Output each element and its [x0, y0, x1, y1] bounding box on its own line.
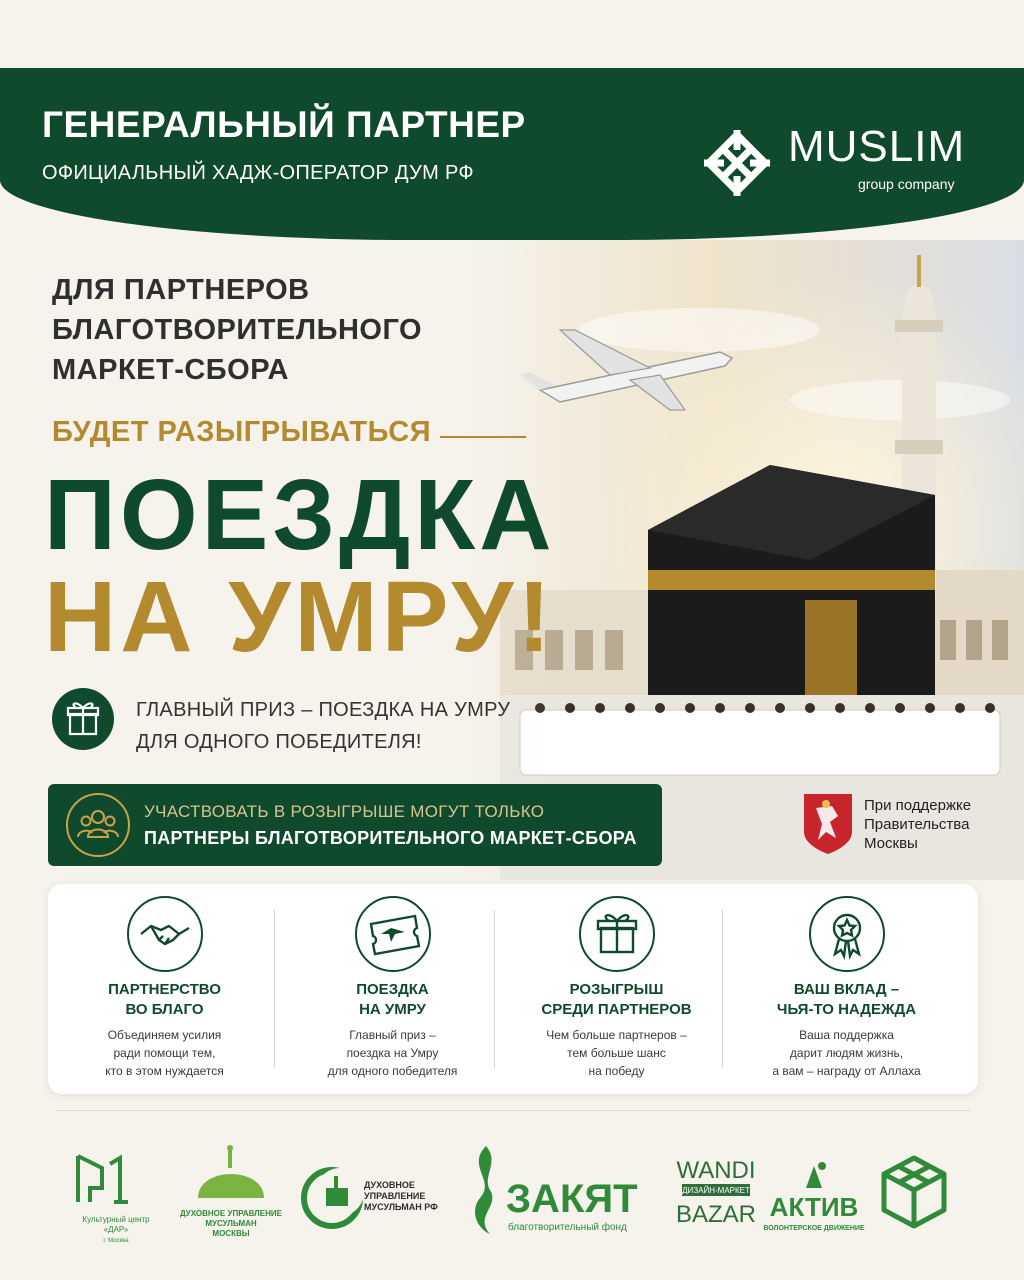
- feature-desc-line: на победу: [588, 1064, 645, 1078]
- feature-desc-line: поездка на Умру: [346, 1046, 439, 1060]
- zakyat-name: ЗАКЯТ: [506, 1177, 638, 1221]
- feature-desc-line: Объединяем усилия: [107, 1028, 222, 1042]
- feature-desc-line: Чем больше партнеров –: [546, 1028, 687, 1042]
- aktiv-tag: ВОЛОНТЕРСКОЕ ДВИЖЕНИЕ: [763, 1225, 865, 1232]
- headline-line-1: ПОЕЗДКА: [44, 459, 556, 571]
- support-text: [864, 796, 971, 853]
- banner-line-2: ПАРТНЕРЫ БЛАГОТВОРИТЕЛЬНОГО МАРКЕТ-СБОРА: [144, 828, 637, 848]
- divider-line: [440, 436, 526, 438]
- zakyat-fund-logo: [456, 1136, 650, 1246]
- support-line: Москвы: [864, 835, 918, 852]
- dum-moscow-line: МОСКВЫ: [212, 1229, 250, 1238]
- features-card: [48, 884, 978, 1094]
- ticket-icon: [355, 896, 431, 972]
- footer-divider: [56, 1110, 970, 1111]
- support-line: Правительства: [864, 816, 970, 833]
- wandi-middle: ДИЗАЙН-МАРКЕТ: [682, 1186, 750, 1195]
- intro-text: [52, 270, 422, 390]
- dar-line: Культурный центр: [82, 1215, 150, 1224]
- feature-title: [52, 980, 277, 1020]
- draw-label: БУДЕТ РАЗЫГРЫВАТЬСЯ: [52, 416, 432, 448]
- gift-icon: [579, 896, 655, 972]
- cube-logo-icon: [876, 1136, 952, 1246]
- feature-desc: [280, 1026, 505, 1080]
- header-subtitle: ОФИЦИАЛЬНЫЙ ХАДЖ-ОПЕРАТОР ДУМ РФ: [42, 162, 474, 184]
- moscow-coat-of-arms-icon: [802, 792, 854, 856]
- dum-rf-line: УПРАВЛЕНИЕ: [364, 1191, 426, 1201]
- feature-title-line: НА УМРУ: [359, 1001, 426, 1018]
- feature-title: [280, 980, 505, 1020]
- banner-line-1: УЧАСТВОВАТЬ В РОЗЫГРЫШЕ МОГУТ ТОЛЬКО: [144, 802, 545, 821]
- participation-banner: [48, 784, 662, 866]
- logo-tagline: group company: [858, 176, 955, 192]
- muslim-logo-icon: [694, 120, 780, 206]
- prize-line: ГЛАВНЫЙ ПРИЗ – ПОЕЗДКА НА УМРУ: [136, 699, 511, 721]
- feature-title-line: ПОЕЗДКА: [356, 981, 429, 998]
- feature-title-line: СРЕДИ ПАРТНЕРОВ: [541, 1001, 692, 1018]
- feature-title-line: ВАШ ВКЛАД –: [793, 981, 900, 998]
- feature-title: [504, 980, 729, 1020]
- wandi-top: WANDI: [676, 1157, 756, 1184]
- feature-desc-line: тем больше шанс: [567, 1046, 666, 1060]
- intro-line: БЛАГОТВОРИТЕЛЬНОГО: [52, 314, 423, 346]
- dar-line: г. Москва: [103, 1238, 129, 1244]
- headline-line-2: НА УМРУ!: [44, 561, 555, 673]
- feature-raffle: [504, 884, 729, 1094]
- dum-moscow-logo: [178, 1136, 284, 1246]
- intro-line: МАРКЕТ-СБОРА: [52, 354, 289, 386]
- feature-desc: [52, 1026, 277, 1080]
- prize-line: ДЛЯ ОДНОГО ПОБЕДИТЕЛЯ!: [136, 731, 422, 753]
- zakyat-tag: благотворительный фонд: [508, 1222, 627, 1233]
- people-icon: [66, 793, 130, 857]
- dum-rf-logo: [298, 1136, 446, 1246]
- feature-desc-line: кто в этом нуждается: [105, 1064, 224, 1078]
- wandi-bazar-logo: [676, 1136, 756, 1246]
- feature-trip: [280, 884, 505, 1094]
- dum-moscow-line: МУСУЛЬМАН: [205, 1219, 257, 1228]
- aktiv-volunteer-logo: [762, 1136, 866, 1246]
- feature-title-line: ПАРТНЕРСТВО: [108, 981, 221, 998]
- feature-title-line: РОЗЫГРЫШ: [569, 981, 664, 998]
- feature-partnership: [52, 884, 277, 1094]
- feature-contribution: [734, 884, 959, 1094]
- feature-desc-line: а вам – награду от Аллаха: [772, 1064, 921, 1078]
- wandi-bottom: BAZAR: [676, 1201, 756, 1228]
- dar-center-logo: [56, 1136, 176, 1246]
- feature-desc-line: Главный приз –: [349, 1028, 436, 1042]
- prize-text: [136, 694, 510, 758]
- gift-icon: [52, 688, 114, 750]
- feature-divider: [274, 910, 275, 1068]
- feature-desc: [504, 1026, 729, 1080]
- intro-line: ДЛЯ ПАРТНЕРОВ: [52, 274, 310, 306]
- dum-moscow-line: ДУХОВНОЕ УПРАВЛЕНИЕ: [180, 1209, 282, 1218]
- feature-title-line: ЧЬЯ-ТО НАДЕЖДА: [776, 1001, 917, 1018]
- feature-desc: [734, 1026, 959, 1080]
- feature-desc-line: для одного победителя: [327, 1064, 458, 1078]
- dum-rf-line: МУСУЛЬМАН РФ: [364, 1202, 438, 1212]
- feature-divider: [494, 910, 495, 1068]
- header-title: ГЕНЕРАЛЬНЫЙ ПАРТНЕР: [42, 104, 526, 145]
- feature-desc-line: Ваша поддержка: [799, 1028, 894, 1042]
- handshake-icon: [127, 896, 203, 972]
- dum-rf-line: ДУХОВНОЕ: [364, 1180, 415, 1190]
- feature-title: [734, 980, 959, 1020]
- support-line: При поддержке: [864, 797, 972, 814]
- dar-line: «ДАР»: [103, 1225, 129, 1234]
- feature-title-line: ВО БЛАГО: [125, 1001, 204, 1018]
- logo-name: MUSLIM: [788, 122, 966, 171]
- feature-desc-line: ради помощи тем,: [113, 1046, 216, 1060]
- medal-icon: [809, 896, 885, 972]
- feature-desc-line: дарит людям жизнь,: [789, 1046, 904, 1060]
- aktiv-name: АКТИВ: [769, 1192, 859, 1222]
- feature-divider: [722, 910, 723, 1068]
